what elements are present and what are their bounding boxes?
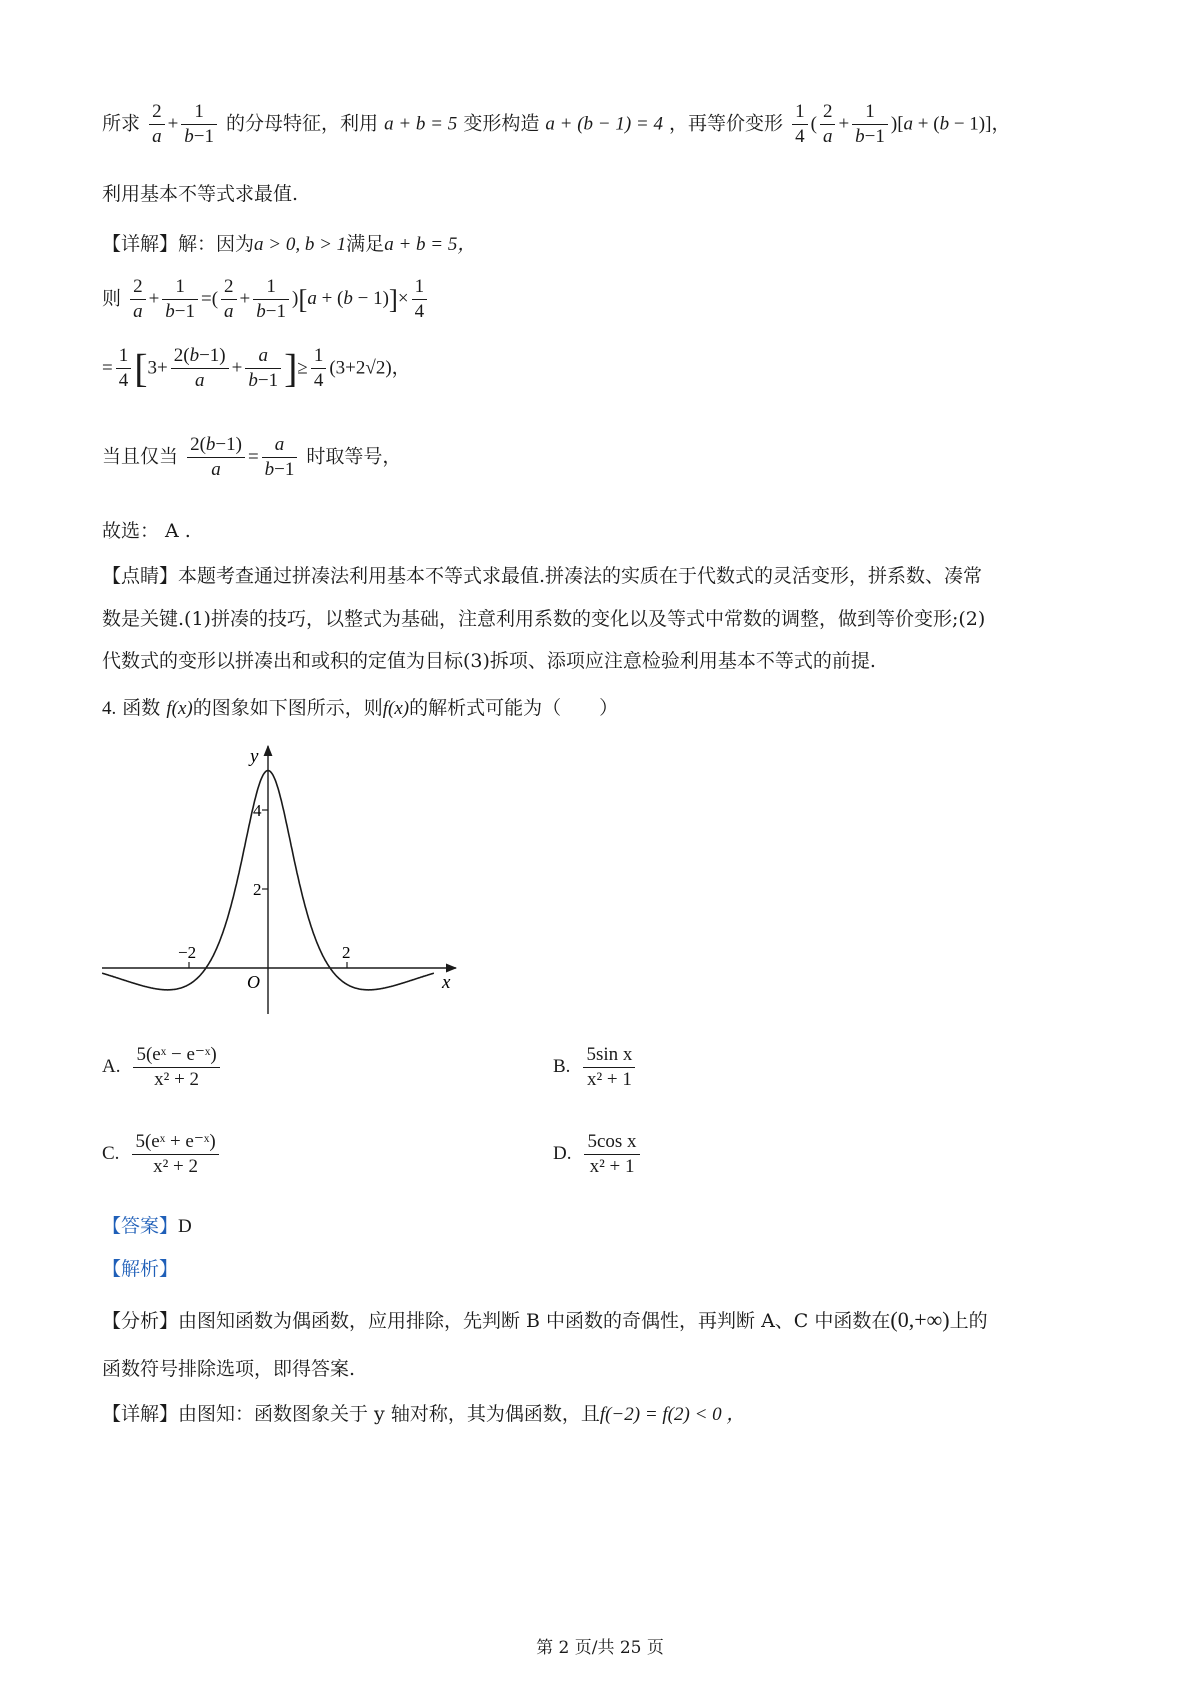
detail-step-1: 则 $\frac{2}{a}$ + $\frac{1}{b-1}$ =( $\frac{2}{a}$ + $\frac{1}{b-1}$ )[a + (b − 1)]× $\frac{1}{4}$ <box>102 275 430 324</box>
x-tick-label-2: 2 <box>342 943 351 962</box>
fraction-1-over-b-minus-1: $\frac{1}{b-1}$ <box>181 100 217 149</box>
option-b[interactable] <box>553 1043 638 1092</box>
fraction-1-over-4: $\frac{1}{4}$ <box>792 100 808 149</box>
function-graph <box>100 742 470 1022</box>
analysis-line-1: 所求 $\frac{2}{a}$ + $\frac{1}{b-1}$ 的分母特征，利用 a + b = 5 变形构造 a + (b − 1) = 4 ，再等价变形 $\frac{1}{4}$ ( $\frac{2}{a}$ + $\frac{1}{b-1}$ )[a + (b − 1)]， <box>102 101 1011 147</box>
detail-equation: f(−2) = f(2) < 0 ， <box>599 1404 746 1425</box>
analysis-line-1-mid2: 变形构造 <box>463 112 540 135</box>
origin-label: O <box>247 972 260 992</box>
option-a-denominator: x² + 2 <box>154 1068 200 1090</box>
option-d-denominator: x² + 1 <box>589 1155 635 1177</box>
condition-equation: a + b = 5， <box>384 234 477 255</box>
x-tick-label-neg2: −2 <box>178 943 197 962</box>
detail-step-2: = $\frac{1}{4}$ [3+ $\frac{2(b-1)}{a}$ + $\frac{a}{b-1}$ ]≥ $\frac{1}{4}$ (3+2√2)， <box>102 345 411 391</box>
interval: (0,+∞) <box>890 1307 950 1332</box>
comment-line-3: 代数式的变形以拼凑出和或积的定值为目标(3)拆项、添项应注意检验利用基本不等式的前提. <box>102 650 876 672</box>
option-a-label: A. <box>102 1056 121 1078</box>
question-text-b: 的图象如下图所示，则 <box>192 697 383 719</box>
analysis-line-b: 函数符号排除选项，即得答案. <box>102 1358 356 1380</box>
y-axis-label: y <box>250 746 259 767</box>
comment-line-1: 【点睛】本题考查通过拼凑法利用基本不等式求最值.拼凑法的实质在于代数式的灵活变形，拼系数、凑常 <box>102 565 983 587</box>
analysis-line-1-mid3: ，再等价变形 <box>669 112 784 135</box>
option-d-numerator: 5cos x <box>584 1130 639 1155</box>
analysis-line-2: 利用基本不等式求最值. <box>102 183 299 205</box>
option-a[interactable] <box>102 1043 223 1092</box>
function-symbol: f(x) <box>166 698 193 719</box>
analysis-text-b: 上的 <box>949 1310 988 1332</box>
detail-step-3: 当且仅当 $\frac{2(b-1)}{a}$ = $\frac{a}{b-1}$ 时取等号， <box>102 434 402 480</box>
option-c-numerator: 5(eˣ + e⁻ˣ) <box>132 1130 218 1155</box>
option-b-label: B. <box>553 1056 571 1078</box>
y-tick-label-2: 2 <box>253 880 262 899</box>
condition: a > 0, b > 1 <box>254 234 347 255</box>
option-c-denominator: x² + 2 <box>153 1155 199 1177</box>
page-footer: 第 2 页/共 25 页 <box>536 1638 664 1658</box>
answer-line <box>102 1215 192 1239</box>
y-tick-label-4: 4 <box>253 801 262 820</box>
analysis-line-1-mid: 的分母特征，利用 <box>226 112 379 135</box>
option-c[interactable] <box>102 1130 222 1179</box>
fraction-2-over-a: $\frac{2}{a}$ <box>149 100 165 149</box>
step-1-prefix: 则 <box>102 287 122 310</box>
conclusion: 故选： A . <box>102 520 191 542</box>
function-symbol-2: f(x) <box>382 698 410 719</box>
option-c-label: C. <box>102 1143 120 1165</box>
analysis-line-a <box>102 1307 988 1333</box>
analysis-line-1-pre: 所求 <box>102 112 141 135</box>
analysis-label: 【解析】 <box>102 1258 179 1280</box>
detail-line <box>102 1403 745 1427</box>
x-axis-label: x <box>442 972 451 993</box>
detail-heading: 【详解】解：因为 <box>102 233 255 255</box>
comment-line-2: 数是关键.(1)拼凑的技巧，以整式为基础，注意利用系数的变化以及等式中常数的调整，做到等价变形;(2) <box>102 608 986 630</box>
constructed-equation: a + (b − 1) = 4 <box>545 113 663 135</box>
option-d[interactable] <box>553 1130 643 1179</box>
condition-suffix: 满足 <box>346 233 385 255</box>
question-number: 4. <box>102 698 117 719</box>
step-3-prefix: 当且仅当 <box>102 445 179 468</box>
sum-equation: a + b = 5 <box>384 113 458 135</box>
question-text-a: 函数 <box>122 697 161 719</box>
analysis-text-a: 【分析】由图知函数为偶函数，应用排除，先判断 B 中函数的奇偶性，再判断 A、C 中函数在 <box>102 1310 891 1332</box>
step-3-suffix: 时取等号， <box>306 445 402 468</box>
detail-text: 【详解】由图知：函数图象关于 y 轴对称，其为偶函数，且 <box>102 1403 600 1425</box>
option-b-numerator: 5sin x <box>583 1043 635 1068</box>
option-d-label: D. <box>553 1143 572 1165</box>
question-4 <box>102 697 618 721</box>
answer-value: D <box>178 1216 192 1237</box>
question-text-c: 的解析式可能为（ ） <box>409 697 619 719</box>
option-a-numerator: 5(eˣ − e⁻ˣ) <box>133 1043 219 1068</box>
option-b-denominator: x² + 1 <box>586 1068 632 1090</box>
detail-heading-line <box>102 233 476 257</box>
answer-label: 【答案】 <box>102 1215 179 1237</box>
